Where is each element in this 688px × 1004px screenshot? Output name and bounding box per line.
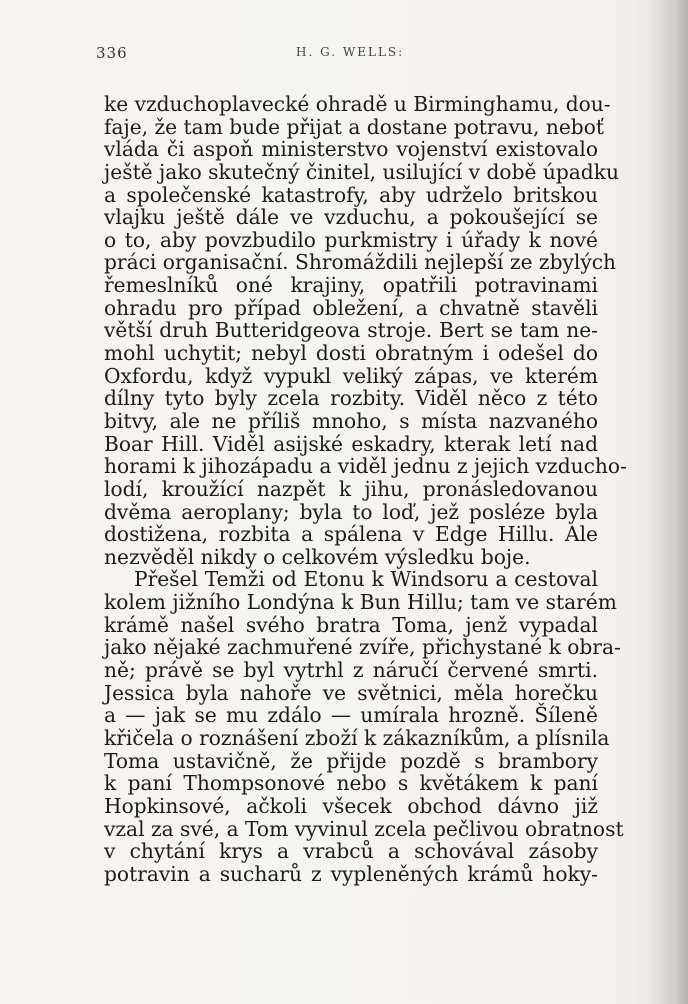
text-line: vlajku ještě dále ve vzduchu, a pokoušející se	[104, 205, 598, 230]
body-text	[104, 92, 627, 886]
text-line: k paní Thompsonové nebo s květákem k paní	[104, 771, 598, 796]
text-line: Toma ustavičně, že přijde pozdě s brambory	[104, 748, 598, 773]
text-line: křičela o roznášení zboží k zákazníkům, a plísnila	[104, 725, 610, 750]
text-line: jako nějaké zachmuřené zvíře, přichystané k obra-	[104, 635, 621, 660]
text-line: a — jak se mu zdálo — umírala hrozně. Šíleně	[104, 703, 598, 728]
text-line: bitvy, ale ne příliš mnoho, s místa nazvaného	[104, 408, 598, 433]
text-line: dostižena, rozbita a spálena v Edge Hillu. Ale	[104, 522, 598, 547]
text-line: lodí, kroužící nazpět k jihu, pronásledovanou	[104, 476, 598, 501]
text-line: práci organisační. Shromáždili nejlepší ze zbylých	[104, 250, 617, 275]
text-line: ně; právě se byl vytrhl z náručí červené smrti.	[104, 658, 598, 683]
text-line: Hopkinsové, ačkoli všecek obchod dávno již	[104, 793, 598, 818]
text-line: potravin a sucharů z vypleněných krámů hoky-	[104, 861, 598, 886]
text-line: horami k jihozápadu a viděl jednu z jejich vzducho-	[104, 454, 627, 479]
page-header	[96, 44, 596, 68]
text-line: krámě našel svého bratra Toma, jenž vypadal	[104, 612, 598, 637]
text-line: a společenské katastrofy, aby udrželo britskou	[104, 182, 598, 207]
text-line: řemeslníků oné krajiny, opatřili potravinami	[104, 273, 598, 298]
text-line: dvěma aeroplany; byla to loď, jež posléze byla	[104, 499, 598, 524]
page-number: 336	[96, 44, 128, 62]
text-line: větší druh Butteridgeova stroje. Bert se tam ne-	[104, 318, 598, 343]
text-line: Oxfordu, když vypukl veliký zápas, ve kterém	[104, 363, 598, 388]
text-line: faje, že tam bude přijat a dostane potravu, neboť	[104, 114, 604, 139]
text-line: Přešel Temži od Etonu k Windsoru a cestoval	[134, 567, 598, 592]
text-line: Jessica byla nahoře ve světnici, měla horečku	[104, 680, 598, 705]
text-line: vláda či aspoň ministerstvo vojenství existovalo	[104, 137, 598, 162]
text-line: o to, aby povzbudilo purkmistry i úřady k nové	[104, 227, 598, 252]
text-line: dílny tyto byly zcela rozbity. Viděl něco z této	[104, 386, 598, 411]
text-line: nezvěděl nikdy o celkovém výsledku boje.	[104, 544, 531, 569]
text-line: kolem jižního Londýna k Bun Hillu; tam ve starém	[104, 590, 617, 615]
text-line: v chytání krys a vrabců a schovával zásoby	[104, 839, 598, 864]
text-line: vzal za své, a Tom vyvinul zcela pečlivou obratnost	[104, 816, 624, 841]
running-head: H. G. WELLS:	[296, 45, 405, 59]
text-line: ještě jako skutečný činitel, usilující v době úpadku	[104, 159, 619, 184]
text-line: ke vzduchoplavecké ohradě u Birminghamu, dou-	[104, 92, 611, 116]
text-line: Boar Hill. Viděl asijské eskadry, kterak letí nad	[104, 431, 598, 456]
page-edge-shadow	[648, 0, 688, 1004]
text-line: ohradu pro případ obležení, a chvatně stavěli	[104, 295, 598, 320]
text-line: mohl uchytit; nebyl dosti obratným i odešel do	[104, 341, 598, 366]
